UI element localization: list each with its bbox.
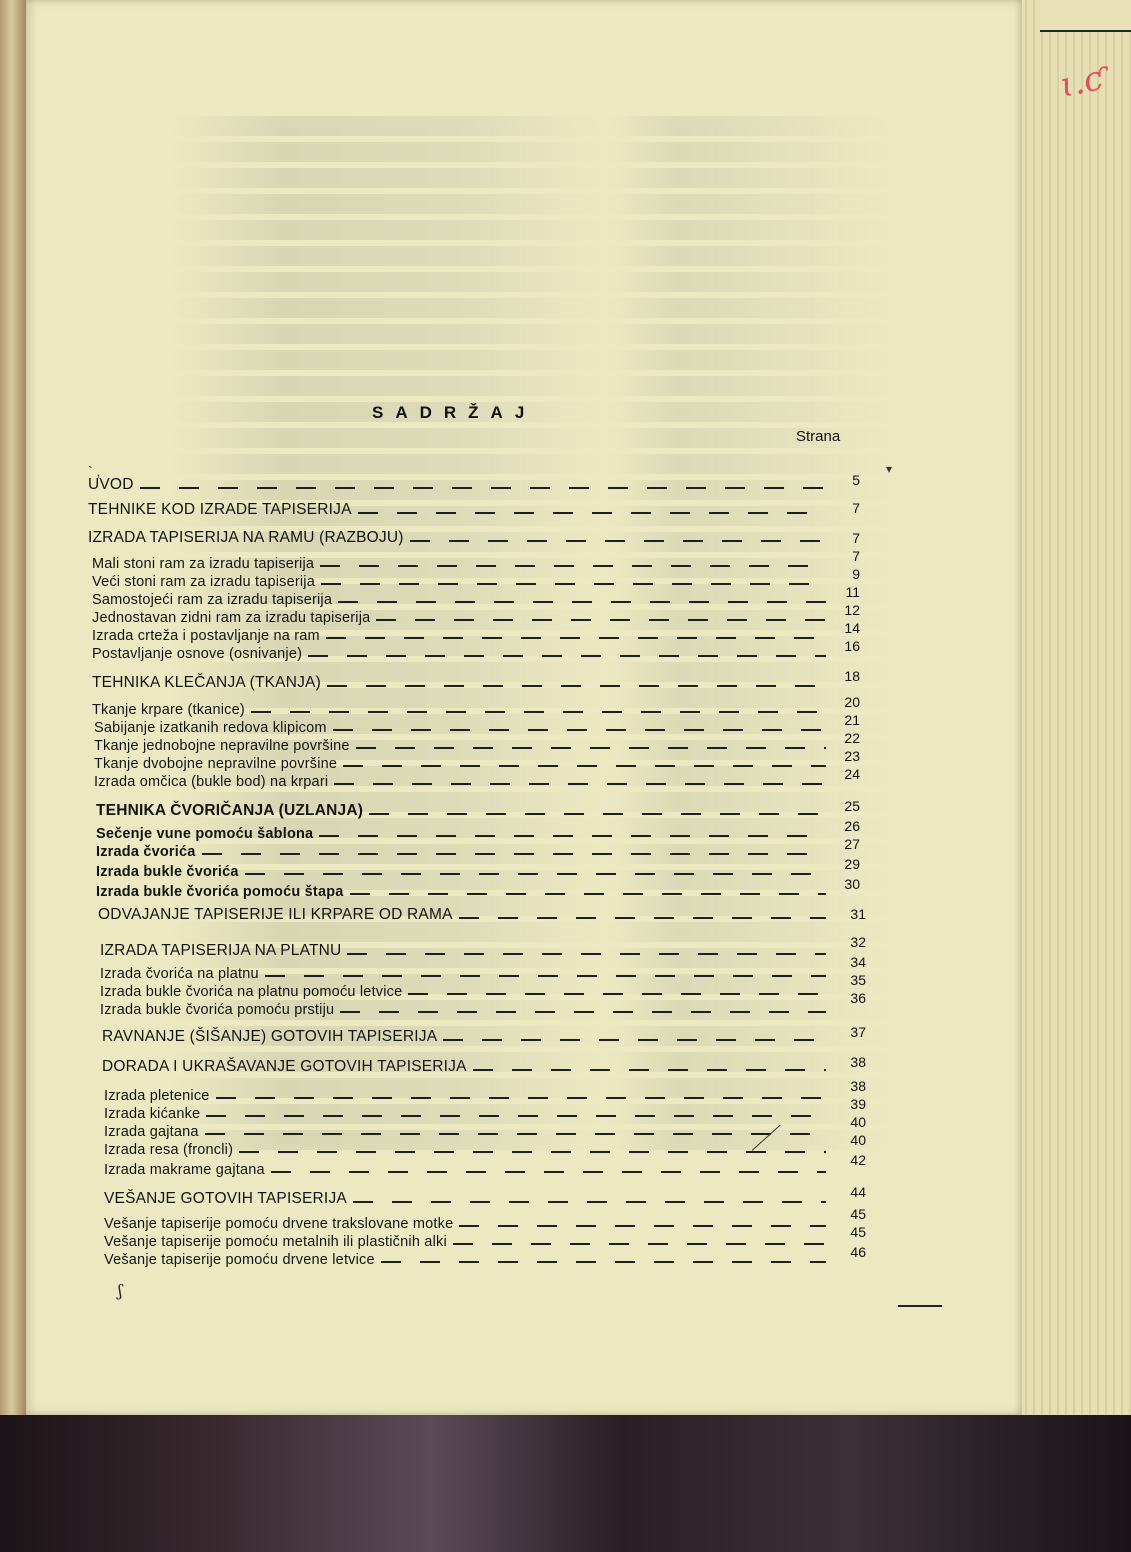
red-ink-mark: ɩ.ƈ	[1056, 57, 1107, 107]
toc-entry-page-number: 7	[852, 500, 860, 516]
dash-leader	[319, 835, 826, 837]
toc-entry	[88, 527, 830, 547]
toc-entry-page-number: 25	[844, 798, 860, 814]
dash-leader	[358, 512, 826, 514]
toc-entry-label: IZRADA TAPISERIJA NA PLATNU	[100, 942, 342, 959]
toc-entry-page-number: 23	[844, 748, 860, 764]
dash-leader	[356, 747, 826, 749]
toc-entry-label: TEHNIKE KOD IZRADE TAPISERIJA	[88, 501, 352, 518]
toc-entry-label: Samostojeći ram za izradu tapiserija	[92, 592, 333, 608]
toc-entry-page-number: 5	[852, 472, 860, 488]
toc-entry-label: Sabijanje izatkanih redova klipicom	[94, 720, 327, 736]
toc-entry-page-number: 30	[844, 876, 860, 892]
toc-entry-label: Izrada resa (froncli)	[104, 1142, 234, 1158]
book-spine	[0, 0, 26, 1415]
toc-entry	[92, 642, 830, 662]
dash-leader	[353, 1201, 826, 1203]
toc-entry-label: Izrada bukle čvorića pomoću štapa	[96, 884, 344, 900]
toc-entry-label: Vešanje tapiserije pomoću metalnih ili plastičnih alki	[104, 1234, 447, 1250]
toc-entry-page-number: 39	[850, 1096, 866, 1112]
toc-entry-page-number: 20	[844, 694, 860, 710]
dash-leader	[443, 1039, 826, 1041]
toc-entry	[96, 840, 830, 860]
dash-leader	[347, 953, 826, 955]
toc-title: SADRŽAJ	[372, 403, 537, 422]
toc-entry-page-number: 14	[844, 620, 860, 636]
dash-leader	[410, 540, 826, 542]
toc-entry	[98, 904, 830, 924]
dash-leader	[245, 873, 826, 875]
toc-entry-label: IZRADA TAPISERIJA NA RAMU (RAZBOJU)	[88, 529, 404, 546]
toc-entry-label: Izrada makrame gajtana	[104, 1162, 265, 1178]
toc-entry-page-number: 42	[850, 1152, 866, 1168]
toc-entry-page-number: 24	[844, 766, 860, 782]
toc-entry	[92, 698, 830, 718]
dash-leader	[338, 601, 826, 603]
toc-entry-label: Postavljanje osnove (osnivanje)	[92, 646, 303, 662]
toc-entry-label: RAVNANJE (ŠIŠANJE) GOTOVIH TAPISERIJA	[102, 1028, 438, 1045]
toc-entry	[104, 1138, 830, 1158]
toc-entry-label: Tkanje dvobojne nepravilne površine	[94, 756, 338, 772]
toc-entry	[92, 672, 830, 692]
toc-entry-page-number: 7	[852, 530, 860, 546]
toc-entry-page-number: 18	[844, 668, 860, 684]
dash-leader	[369, 813, 826, 815]
page-edges	[1020, 0, 1131, 1415]
toc-entry-page-number: 32	[850, 934, 866, 950]
scanner-background	[0, 1415, 1131, 1552]
toc-entry	[100, 940, 830, 960]
toc-entry-label: Izrada čvorića	[96, 844, 196, 860]
toc-entry	[88, 474, 830, 494]
dash-leader	[308, 655, 826, 657]
toc-entry-page-number: 36	[850, 990, 866, 1006]
dash-leader	[343, 765, 826, 767]
dash-leader	[453, 1243, 826, 1245]
toc-entry-page-number: 31	[850, 906, 866, 922]
toc-entry-page-number: 12	[844, 602, 860, 618]
toc-entry	[94, 752, 830, 772]
toc-entry	[104, 1084, 830, 1104]
toc-entry-label: Izrada crteža i postavljanje na ram	[92, 628, 320, 644]
dash-leader	[206, 1115, 826, 1117]
footer-rule	[898, 1305, 942, 1307]
toc-entry	[104, 1248, 830, 1268]
dash-leader	[202, 853, 826, 855]
dash-leader	[239, 1151, 826, 1153]
dash-leader	[327, 685, 826, 687]
toc-entry	[92, 570, 830, 590]
toc-entry	[92, 606, 830, 626]
toc-entry	[104, 1158, 830, 1178]
toc-entry-page-number: 38	[850, 1054, 866, 1070]
toc-entry-page-number: 29	[844, 856, 860, 872]
dash-leader	[333, 729, 826, 731]
toc-entry-page-number: 38	[850, 1078, 866, 1094]
toc-entry-label: Izrada omčica (bukle bod) na krpari	[94, 774, 329, 790]
toc-entry-page-number: 21	[844, 712, 860, 728]
toc-entry	[104, 1230, 830, 1250]
toc-entry	[96, 800, 830, 820]
speck-mark: ʃ	[118, 1281, 123, 1300]
toc-entry-label: VEŠANJE GOTOVIH TAPISERIJA	[104, 1190, 347, 1207]
toc-entry-label: TEHNIKA ČVORIČANJA (UZLANJA)	[96, 802, 364, 819]
toc-entry-label: Tkanje jednobojne nepravilne površine	[94, 738, 350, 754]
toc-entry-page-number: 37	[850, 1024, 866, 1040]
toc-entry	[104, 1212, 830, 1232]
dash-leader	[459, 917, 826, 919]
toc-entry	[94, 716, 830, 736]
toc-entry	[96, 822, 830, 842]
toc-entry-page-number: 22	[844, 730, 860, 746]
dash-leader	[473, 1069, 826, 1071]
toc-entry-label: Sečenje vune pomoću šablona	[96, 826, 314, 842]
toc-entry-label: Izrada bukle čvorića na platnu pomoću letvice	[100, 984, 403, 1000]
toc-entry-label: Izrada bukle čvorića	[96, 864, 239, 880]
toc-entry-label: TEHNIKA KLEČANJA (TKANJA)	[92, 674, 321, 691]
dash-leader	[340, 1011, 826, 1013]
toc-entry-label: Izrada čvorića na platnu	[100, 966, 259, 982]
toc-entry-page-number: 40	[850, 1132, 866, 1148]
toc-entry-label: Vešanje tapiserije pomoću drvene trakslovane motke	[104, 1216, 454, 1232]
dash-leader	[216, 1097, 826, 1099]
toc-entry	[104, 1120, 830, 1140]
toc-entry-label: UVOD	[88, 476, 134, 493]
toc-entry	[104, 1188, 830, 1208]
toc-entry-label: Vešanje tapiserije pomoću drvene letvice	[104, 1252, 375, 1268]
toc-entry-label: DORADA I UKRAŠAVANJE GOTOVIH TAPISERIJA	[102, 1058, 467, 1075]
toc-entry	[100, 962, 830, 982]
toc-entry	[94, 734, 830, 754]
dash-leader	[376, 619, 826, 621]
dash-leader	[320, 565, 826, 567]
dash-leader	[334, 783, 826, 785]
toc-entry-label: Mali stoni ram za izradu tapiserija	[92, 556, 315, 572]
speck-mark: ` ,	[88, 463, 101, 479]
toc-entry-label: Veći stoni ram za izradu tapiserija	[92, 574, 315, 590]
dash-leader	[321, 583, 826, 585]
dash-leader	[251, 711, 826, 713]
toc-entry-page-number: 27	[844, 836, 860, 852]
dash-leader	[350, 893, 826, 895]
dash-leader	[381, 1261, 826, 1263]
toc-entry-page-number: 11	[845, 584, 860, 600]
toc-entry	[88, 499, 830, 519]
dash-leader	[271, 1171, 826, 1173]
dash-leader	[140, 487, 826, 489]
toc-entry-page-number: 44	[850, 1184, 866, 1200]
toc-entry	[96, 880, 830, 900]
toc-entry	[94, 770, 830, 790]
toc-entry-label: Izrada pletenice	[104, 1088, 210, 1104]
toc-entry-page-number: 9	[852, 566, 860, 582]
speck-mark: ▾	[886, 462, 893, 476]
toc-entry	[102, 1026, 830, 1046]
toc-entry	[92, 588, 830, 608]
dash-leader	[459, 1225, 826, 1227]
toc-entry-label: Jednostavan zidni ram za izradu tapiserija	[92, 610, 371, 626]
toc-entry	[96, 860, 830, 880]
toc-entry-label: Izrada kićanke	[104, 1106, 201, 1122]
toc-entry-label: ODVAJANJE TAPISERIJE ILI KRPARE OD RAMA	[98, 906, 453, 923]
toc-entry-page-number: 34	[850, 954, 866, 970]
toc-entry	[92, 624, 830, 644]
dash-leader	[265, 975, 826, 977]
toc-entry	[102, 1056, 830, 1076]
toc-entry-label: Izrada bukle čvorića pomoću prstiju	[100, 1002, 335, 1018]
toc-entry	[100, 998, 830, 1018]
toc-entry-page-number: 35	[850, 972, 866, 988]
dash-leader	[205, 1133, 826, 1135]
page-edges-top	[1040, 0, 1131, 32]
toc-entry-label: Tkanje krpare (tkanice)	[92, 702, 245, 718]
page-column-header: Strana	[796, 428, 841, 445]
toc-entry-page-number: 40	[850, 1114, 866, 1130]
toc-entry-page-number: 45	[850, 1206, 866, 1222]
toc-entry-page-number: 7	[852, 548, 860, 564]
toc-entry	[92, 552, 830, 572]
toc-entry	[100, 980, 830, 1000]
toc-entry-label: Izrada gajtana	[104, 1124, 199, 1140]
toc-entry-page-number: 46	[850, 1244, 866, 1260]
toc-entry-page-number: 16	[844, 638, 860, 654]
dash-leader	[408, 993, 826, 995]
dash-leader	[326, 637, 826, 639]
toc-entry-page-number: 45	[850, 1224, 866, 1240]
toc-entry-page-number: 26	[844, 818, 860, 834]
toc-entry	[104, 1102, 830, 1122]
